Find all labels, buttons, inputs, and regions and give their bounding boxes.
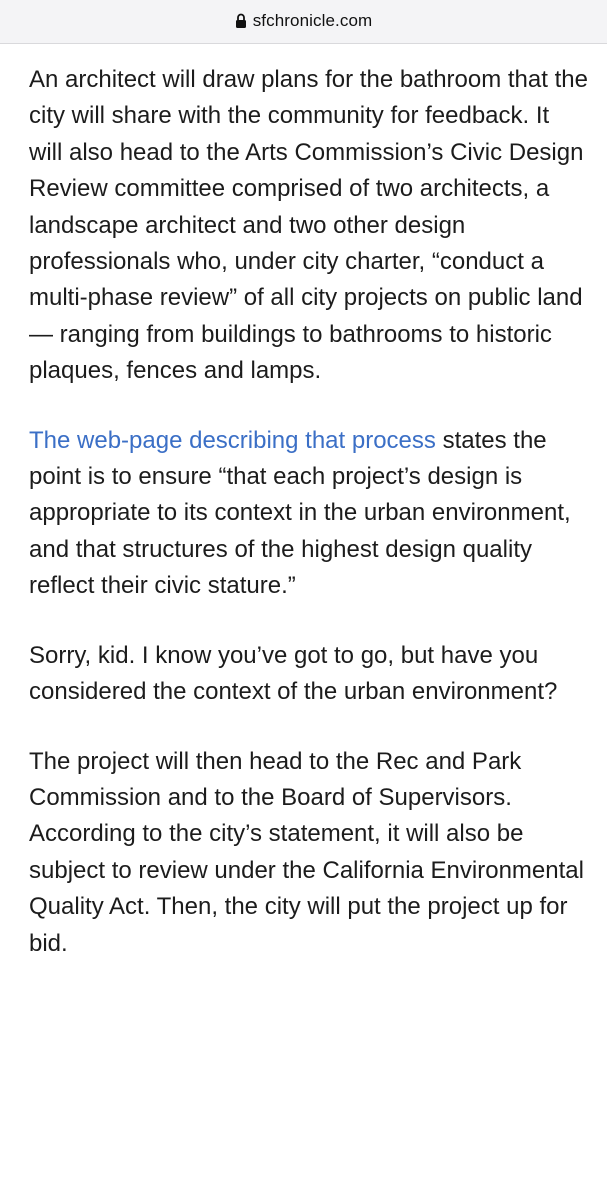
paragraph-2-text: states the point is to ensure “that each project’s design is appropriate to its context in the urban environment, and that structures of the highest design quality reflect their civic stature.” bbox=[29, 426, 571, 600]
paragraph-4: The project will then head to the Rec and Park Commission and to the Board of Supervisors. According to the city’s statement, it will also be subject to review under the California Environmental Quality Act. Then, the city will put the project up for bid. bbox=[29, 747, 584, 957]
paragraph-2 bbox=[29, 423, 589, 605]
article-body bbox=[29, 62, 589, 995]
address-bar-content[interactable] bbox=[235, 11, 373, 31]
paragraph-3: Sorry, kid. I know you’ve got to go, but have you considered the context of the urban environment? bbox=[29, 641, 558, 706]
address-bar[interactable] bbox=[0, 0, 607, 44]
url-text[interactable]: sfchronicle.com bbox=[252, 10, 373, 30]
process-webpage-link[interactable]: The web-page describing that process bbox=[29, 426, 436, 454]
lock-icon bbox=[235, 13, 247, 29]
paragraph-1: An architect will draw plans for the bathroom that the city will share with the community for feedback. It will also head to the Arts Commission’s Civic Design Review committee comprised of two architects, a landscape architect and two other design professionals who, under city charter, “conduct a multi-phase review” of all city projects on public land — ranging from buildings to bathrooms to historic plaques, fences and lamps. bbox=[29, 66, 588, 385]
